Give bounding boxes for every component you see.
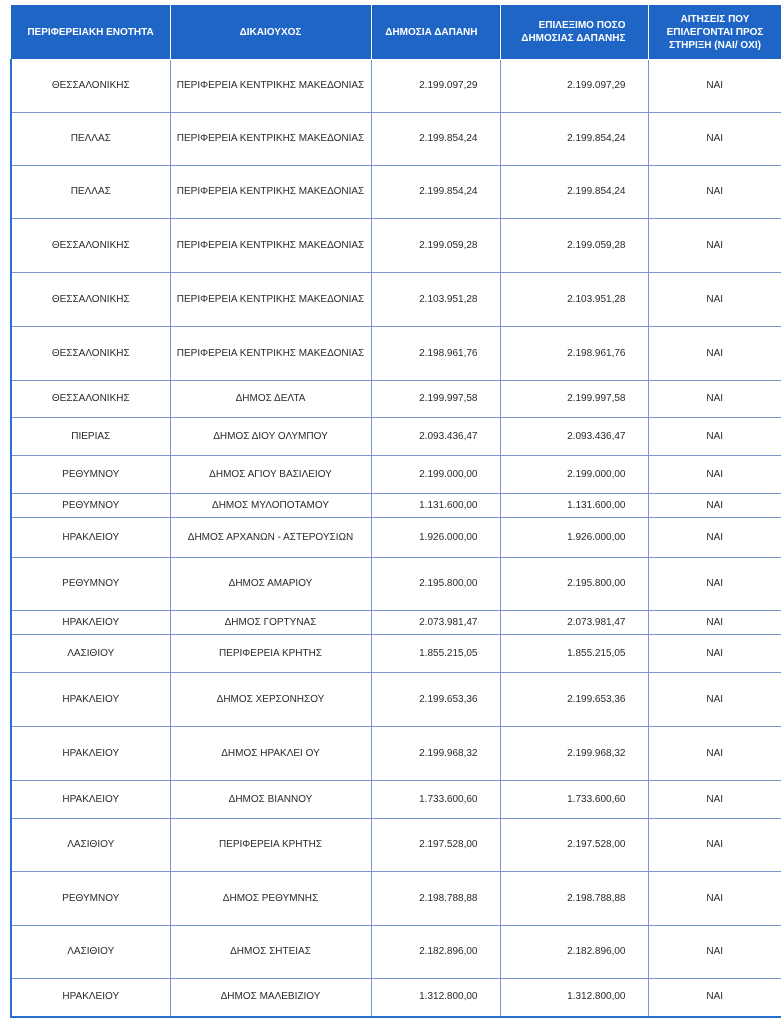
cell-public-expense: 2.103.951,28	[371, 273, 500, 327]
cell-region: ΘΕΣΣΑΛΟΝΙΚΗΣ	[11, 219, 170, 273]
table-row	[11, 418, 781, 456]
table-body	[11, 60, 781, 1017]
cell-public-expense: 2.199.968,32	[371, 727, 500, 781]
cell-region: ΠΙΕΡΙΑΣ	[11, 418, 170, 456]
header-public-expense: ΔΗΜΟΣΙΑ ΔΑΠΑΝΗ	[371, 5, 500, 60]
cell-beneficiary: ΔΗΜΟΣ ΑΓΙΟΥ ΒΑΣΙΛΕΙΟΥ	[170, 456, 371, 494]
cell-region: ΗΡΑΚΛΕΙΟΥ	[11, 673, 170, 727]
cell-beneficiary: ΔΗΜΟΣ ΣΗΤΕΙΑΣ	[170, 926, 371, 979]
cell-beneficiary: ΠΕΡΙΦΕΡΕΙΑ ΚΕΝΤΡΙΚΗΣ ΜΑΚΕΔΟΝΙΑΣ	[170, 113, 371, 166]
cell-eligible-amount: 2.199.854,24	[500, 166, 648, 219]
cell-selected: ΝΑΙ	[648, 327, 781, 381]
header-eligible-amount: ΕΠΙΛΕΞΙΜΟ ΠΟΣΟ ΔΗΜΟΣΙΑΣ ΔΑΠΑΝΗΣ	[500, 5, 648, 60]
table-row	[11, 611, 781, 635]
cell-selected: ΝΑΙ	[648, 456, 781, 494]
table-row	[11, 558, 781, 611]
cell-region: ΛΑΣΙΘΙΟΥ	[11, 926, 170, 979]
cell-eligible-amount: 2.199.000,00	[500, 456, 648, 494]
table-row	[11, 926, 781, 979]
cell-region: ΛΑΣΙΘΙΟΥ	[11, 819, 170, 872]
cell-selected: ΝΑΙ	[648, 166, 781, 219]
cell-selected: ΝΑΙ	[648, 273, 781, 327]
cell-eligible-amount: 1.312.800,00	[500, 979, 648, 1017]
cell-selected: ΝΑΙ	[648, 219, 781, 273]
cell-eligible-amount: 2.199.968,32	[500, 727, 648, 781]
cell-selected: ΝΑΙ	[648, 979, 781, 1017]
header-beneficiary: ΔΙΚΑΙΟΥΧΟΣ	[170, 5, 371, 60]
cell-beneficiary: ΔΗΜΟΣ ΑΜΑΡΙΟΥ	[170, 558, 371, 611]
table-row	[11, 166, 781, 219]
cell-beneficiary: ΔΗΜΟΣ ΡΕΘΥΜΝΗΣ	[170, 872, 371, 926]
header-region: ΠΕΡΙΦΕΡΕΙΑΚΗ ΕΝΟΤΗΤΑ	[11, 5, 170, 60]
cell-selected: ΝΑΙ	[648, 611, 781, 635]
cell-selected: ΝΑΙ	[648, 518, 781, 558]
cell-eligible-amount: 1.131.600,00	[500, 494, 648, 518]
cell-region: ΗΡΑΚΛΕΙΟΥ	[11, 518, 170, 558]
cell-beneficiary: ΠΕΡΙΦΕΡΕΙΑ ΚΡΗΤΗΣ	[170, 635, 371, 673]
header-row	[11, 5, 781, 60]
cell-region: ΠΕΛΛΑΣ	[11, 113, 170, 166]
cell-selected: ΝΑΙ	[648, 558, 781, 611]
cell-region: ΘΕΣΣΑΛΟΝΙΚΗΣ	[11, 381, 170, 418]
table-row	[11, 273, 781, 327]
cell-public-expense: 1.131.600,00	[371, 494, 500, 518]
cell-selected: ΝΑΙ	[648, 418, 781, 456]
cell-eligible-amount: 2.199.997,58	[500, 381, 648, 418]
table-row	[11, 381, 781, 418]
cell-selected: ΝΑΙ	[648, 60, 781, 113]
cell-beneficiary: ΔΗΜΟΣ ΔΕΛΤΑ	[170, 381, 371, 418]
cell-eligible-amount: 2.199.653,36	[500, 673, 648, 727]
cell-public-expense: 2.198.788,88	[371, 872, 500, 926]
cell-beneficiary: ΔΗΜΟΣ ΜΑΛΕΒΙΖΙΟΥ	[170, 979, 371, 1017]
cell-beneficiary: ΠΕΡΙΦΕΡΕΙΑ ΚΕΝΤΡΙΚΗΣ ΜΑΚΕΔΟΝΙΑΣ	[170, 219, 371, 273]
cell-eligible-amount: 2.195.800,00	[500, 558, 648, 611]
cell-eligible-amount: 2.198.788,88	[500, 872, 648, 926]
table-row	[11, 979, 781, 1017]
cell-public-expense: 2.197.528,00	[371, 819, 500, 872]
cell-beneficiary: ΔΗΜΟΣ ΔΙΟΥ ΟΛΥΜΠΟΥ	[170, 418, 371, 456]
cell-public-expense: 2.198.961,76	[371, 327, 500, 381]
cell-region: ΡΕΘΥΜΝΟΥ	[11, 494, 170, 518]
table-row	[11, 727, 781, 781]
cell-beneficiary: ΔΗΜΟΣ ΜΥΛΟΠΟΤΑΜΟΥ	[170, 494, 371, 518]
cell-region: ΡΕΘΥΜΝΟΥ	[11, 872, 170, 926]
cell-selected: ΝΑΙ	[648, 926, 781, 979]
cell-public-expense: 2.199.854,24	[371, 166, 500, 219]
cell-region: ΗΡΑΚΛΕΙΟΥ	[11, 611, 170, 635]
table-row	[11, 113, 781, 166]
cell-region: ΘΕΣΣΑΛΟΝΙΚΗΣ	[11, 273, 170, 327]
table-row	[11, 219, 781, 273]
cell-selected: ΝΑΙ	[648, 381, 781, 418]
cell-selected: ΝΑΙ	[648, 113, 781, 166]
cell-eligible-amount: 2.199.059,28	[500, 219, 648, 273]
table-row	[11, 456, 781, 494]
cell-eligible-amount: 2.197.528,00	[500, 819, 648, 872]
cell-public-expense: 2.199.997,58	[371, 381, 500, 418]
cell-public-expense: 2.073.981,47	[371, 611, 500, 635]
cell-beneficiary: ΔΗΜΟΣ ΒΙΑΝΝΟΥ	[170, 781, 371, 819]
cell-region: ΗΡΑΚΛΕΙΟΥ	[11, 781, 170, 819]
table-row	[11, 518, 781, 558]
cell-public-expense: 2.182.896,00	[371, 926, 500, 979]
cell-beneficiary: ΠΕΡΙΦΕΡΕΙΑ ΚΕΝΤΡΙΚΗΣ ΜΑΚΕΔΟΝΙΑΣ	[170, 327, 371, 381]
cell-selected: ΝΑΙ	[648, 819, 781, 872]
cell-selected: ΝΑΙ	[648, 635, 781, 673]
table-row	[11, 781, 781, 819]
cell-eligible-amount: 2.182.896,00	[500, 926, 648, 979]
cell-beneficiary: ΠΕΡΙΦΕΡΕΙΑ ΚΕΝΤΡΙΚΗΣ ΜΑΚΕΔΟΝΙΑΣ	[170, 166, 371, 219]
cell-beneficiary: ΔΗΜΟΣ ΗΡΑΚΛΕΙ ΟΥ	[170, 727, 371, 781]
cell-eligible-amount: 1.926.000,00	[500, 518, 648, 558]
cell-selected: ΝΑΙ	[648, 673, 781, 727]
cell-beneficiary: ΔΗΜΟΣ ΓΟΡΤΥΝΑΣ	[170, 611, 371, 635]
cell-region: ΡΕΘΥΜΝΟΥ	[11, 558, 170, 611]
table-row	[11, 494, 781, 518]
cell-region: ΛΑΣΙΘΙΟΥ	[11, 635, 170, 673]
cell-public-expense: 2.195.800,00	[371, 558, 500, 611]
header-selected: ΑΙΤΗΣΕΙΣ ΠΟΥ ΕΠΙΛΕΓΟΝΤΑΙ ΠΡΟΣ ΣΤΗΡΙΞΗ (ΝΑΙ/ ΟΧΙ)	[648, 5, 781, 60]
cell-public-expense: 1.312.800,00	[371, 979, 500, 1017]
cell-eligible-amount: 2.199.854,24	[500, 113, 648, 166]
cell-eligible-amount: 1.733.600,60	[500, 781, 648, 819]
cell-eligible-amount: 2.198.961,76	[500, 327, 648, 381]
table-row	[11, 872, 781, 926]
cell-public-expense: 2.199.854,24	[371, 113, 500, 166]
cell-beneficiary: ΠΕΡΙΦΕΡΕΙΑ ΚΡΗΤΗΣ	[170, 819, 371, 872]
table-row	[11, 60, 781, 113]
cell-region: ΗΡΑΚΛΕΙΟΥ	[11, 979, 170, 1017]
cell-eligible-amount: 1.855.215,05	[500, 635, 648, 673]
applications-table	[10, 4, 781, 1018]
table-row	[11, 819, 781, 872]
cell-beneficiary: ΠΕΡΙΦΕΡΕΙΑ ΚΕΝΤΡΙΚΗΣ ΜΑΚΕΔΟΝΙΑΣ	[170, 60, 371, 113]
cell-public-expense: 2.199.000,00	[371, 456, 500, 494]
cell-selected: ΝΑΙ	[648, 727, 781, 781]
cell-region: ΗΡΑΚΛΕΙΟΥ	[11, 727, 170, 781]
cell-region: ΡΕΘΥΜΝΟΥ	[11, 456, 170, 494]
cell-selected: ΝΑΙ	[648, 781, 781, 819]
table-row	[11, 673, 781, 727]
cell-selected: ΝΑΙ	[648, 872, 781, 926]
cell-region: ΘΕΣΣΑΛΟΝΙΚΗΣ	[11, 60, 170, 113]
cell-region: ΘΕΣΣΑΛΟΝΙΚΗΣ	[11, 327, 170, 381]
cell-eligible-amount: 2.073.981,47	[500, 611, 648, 635]
cell-public-expense: 1.926.000,00	[371, 518, 500, 558]
cell-region: ΠΕΛΛΑΣ	[11, 166, 170, 219]
cell-public-expense: 1.855.215,05	[371, 635, 500, 673]
cell-public-expense: 2.199.097,29	[371, 60, 500, 113]
cell-beneficiary: ΠΕΡΙΦΕΡΕΙΑ ΚΕΝΤΡΙΚΗΣ ΜΑΚΕΔΟΝΙΑΣ	[170, 273, 371, 327]
table-row	[11, 327, 781, 381]
cell-selected: ΝΑΙ	[648, 494, 781, 518]
cell-beneficiary: ΔΗΜΟΣ ΑΡΧΑΝΩΝ - ΑΣΤΕΡΟΥΣΙΩΝ	[170, 518, 371, 558]
cell-public-expense: 2.199.059,28	[371, 219, 500, 273]
cell-public-expense: 2.199.653,36	[371, 673, 500, 727]
cell-public-expense: 2.093.436,47	[371, 418, 500, 456]
cell-public-expense: 1.733.600,60	[371, 781, 500, 819]
cell-eligible-amount: 2.199.097,29	[500, 60, 648, 113]
table-row	[11, 635, 781, 673]
cell-eligible-amount: 2.103.951,28	[500, 273, 648, 327]
cell-beneficiary: ΔΗΜΟΣ ΧΕΡΣΟΝΗΣΟΥ	[170, 673, 371, 727]
cell-eligible-amount: 2.093.436,47	[500, 418, 648, 456]
